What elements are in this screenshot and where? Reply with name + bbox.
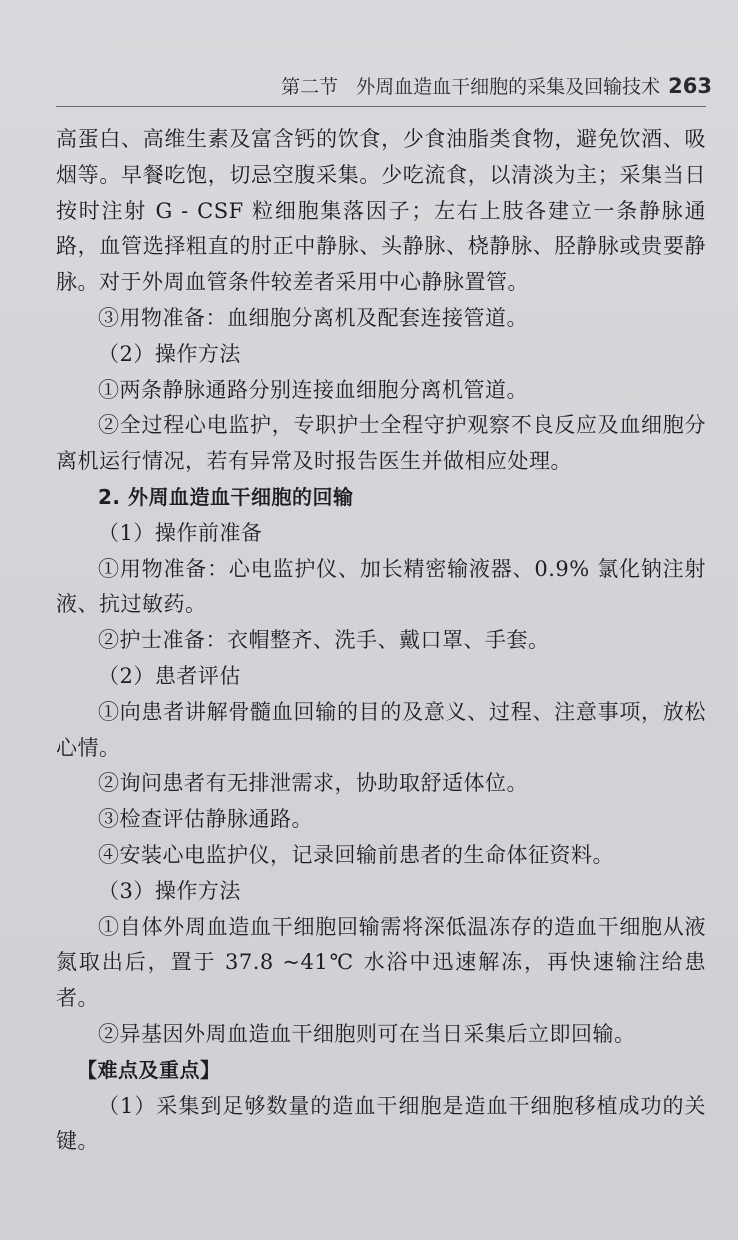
- body-text: [56, 122, 706, 1160]
- running-head: [281, 72, 712, 99]
- paragraph: 高蛋白、高维生素及富含钙的饮食，少食油脂类食物，避免饮酒、吸烟等。早餐吃饱，切忌空腹采集。少吃流食，以清淡为主；采集当日按时注射 G - CSF 粒细胞集落因子；左右上肢各建立一条静脉通路，血管选择粗直的肘正中静脉、头静脉、桡静脉、胫静脉或贵要静脉。对于外周血管条件较差者采用中心静脉置管。: [56, 127, 706, 295]
- paragraph: ①自体外周血造血干细胞回输需将深低温冻存的造血干细胞从液氮取出后，置于 37.8 ~41℃ 水浴中迅速解冻，再快速输注给患者。: [56, 914, 706, 1011]
- section-label: 第二节: [281, 76, 339, 98]
- paragraph: ③用物准备：血细胞分离机及配套连接管道。: [98, 305, 528, 330]
- paragraph: ②询问患者有无排泄需求，协助取舒适体位。: [98, 771, 528, 796]
- subheading: （3）操作方法: [98, 878, 241, 903]
- paragraph: ①用物准备：心电监护仪、加长精密输液器、0.9% 氯化钠注射液、抗过敏药。: [56, 556, 706, 617]
- paragraph: ①向患者讲解骨髓血回输的目的及意义、过程、注意事项，放松心情。: [56, 699, 706, 760]
- subheading: （2）患者评估: [98, 663, 241, 688]
- paragraph: ①两条静脉通路分别连接血细胞分离机管道。: [98, 377, 528, 402]
- paragraph: ②护士准备：衣帽整齐、洗手、戴口罩、手套。: [98, 628, 550, 653]
- subheading: （2）操作方法: [98, 341, 241, 366]
- key-points-heading: 【难点及重点】: [77, 1057, 221, 1082]
- paragraph: ④安装心电监护仪，记录回输前患者的生命体征资料。: [98, 842, 614, 867]
- chapter-title: 外周血造血干细胞的采集及回输技术: [356, 76, 661, 98]
- paragraph: ③检查评估静脉通路。: [98, 807, 313, 832]
- page-number: 263: [668, 74, 712, 98]
- subheading: （1）操作前准备: [98, 520, 263, 545]
- section-heading: 2. 外周血造血干细胞的回输: [98, 484, 354, 509]
- paragraph: （1）采集到足够数量的造血干细胞是造血干细胞移植成功的关键。: [56, 1093, 706, 1154]
- paragraph: ②异基因外周血造血干细胞则可在当日采集后立即回输。: [98, 1021, 636, 1046]
- header-rule: [56, 106, 706, 107]
- paragraph: ②全过程心电监护，专职护士全程守护观察不良反应及血细胞分离机运行情况，若有异常及时报告医生并做相应处理。: [56, 413, 706, 474]
